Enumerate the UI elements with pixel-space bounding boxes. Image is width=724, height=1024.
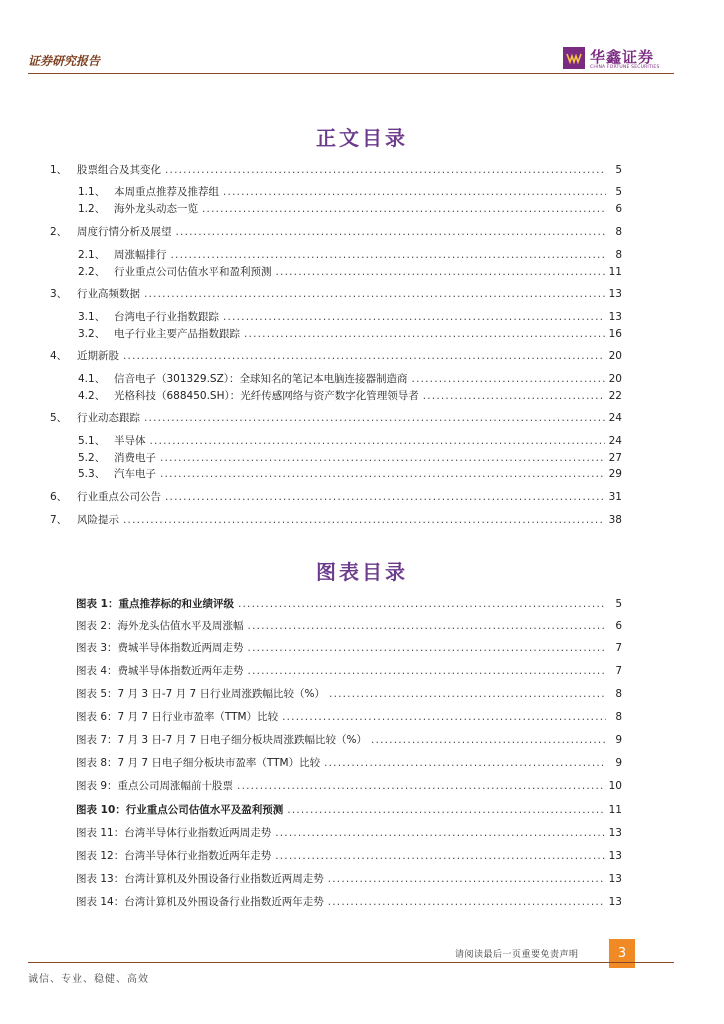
figure-item[interactable] [76, 894, 622, 909]
toc-item-num: 2.1、 [78, 249, 106, 261]
toc-leader [275, 850, 604, 862]
toc-item-num: 5.3、 [78, 468, 106, 480]
toc-item-text: 消费电子 [114, 452, 156, 464]
toc-item-page: 31 [608, 491, 622, 503]
figure-item[interactable] [76, 802, 622, 817]
figure-item-text: 图表 1：重点推荐标的和业绩评级 [76, 598, 234, 610]
toc-leader [237, 780, 605, 792]
toc-item-page: 20 [608, 373, 622, 385]
toc-leader [329, 688, 606, 700]
toc-leader [150, 435, 605, 447]
toc-item-text: 本周重点推荐及推荐组 [114, 186, 219, 198]
toc-item-num: 2、 [50, 226, 68, 238]
toc-leader [165, 491, 605, 503]
toc-item-page: 8 [615, 249, 622, 261]
toc-item[interactable] [78, 309, 622, 324]
toc-item[interactable] [50, 348, 622, 363]
toc-leader [160, 468, 605, 480]
toc-leader [223, 311, 605, 323]
figure-item[interactable] [76, 871, 622, 886]
toc-item-num: 7、 [50, 514, 68, 526]
toc-item-num: 3、 [50, 288, 68, 300]
figure-item[interactable] [76, 825, 622, 840]
toc-leader [328, 896, 605, 908]
figure-item-page: 7 [615, 642, 622, 654]
figure-item-text: 图表 11：台湾半导体行业指数近两周走势 [76, 827, 272, 839]
figure-item[interactable] [76, 709, 622, 724]
figure-item[interactable] [76, 778, 622, 793]
toc-item-text: 汽车电子 [114, 468, 156, 480]
toc-item[interactable] [78, 371, 622, 386]
disclaimer-notice: 请阅读最后一页重要免责声明 [455, 950, 579, 960]
toc-item-text: 光格科技（688450.SH）：光纤传感网络与资产数字化管理领导者 [114, 390, 419, 402]
toc-item-page: 11 [608, 266, 622, 278]
toc-leader [248, 620, 606, 632]
toc-item-page: 29 [608, 468, 622, 480]
figure-item-text: 图表 12：台湾半导体行业指数近两年走势 [76, 850, 272, 862]
toc-item-text: 股票组合及其变化 [77, 164, 161, 176]
toc-item-num: 1.1、 [78, 186, 106, 198]
toc-item-num: 1.2、 [78, 203, 106, 215]
logo-chinese-name: 华鑫证券 [590, 48, 655, 66]
figure-item-text: 图表 6：7 月 7 日行业市盈率（TTM）比较 [76, 711, 279, 723]
toc-leader [275, 827, 604, 839]
toc-item-num: 5、 [50, 412, 68, 424]
figure-list-title: 图表目录 [316, 560, 408, 584]
figure-item-page: 8 [615, 711, 622, 723]
figure-item[interactable] [76, 686, 622, 701]
toc-leader [123, 350, 605, 362]
toc-item-text: 行业重点公司估值水平和盈利预测 [114, 266, 272, 278]
page-number: 3 [609, 939, 635, 968]
figure-item-text: 图表 2：海外龙头估值水平及周涨幅 [76, 620, 244, 632]
toc-item-page: 24 [608, 412, 622, 424]
toc-item[interactable] [78, 326, 622, 341]
toc-item-page: 20 [608, 350, 622, 362]
figure-item-text: 图表 10：行业重点公司估值水平及盈利预测 [76, 804, 284, 816]
toc-item[interactable] [50, 410, 622, 425]
toc-item-num: 6、 [50, 491, 68, 503]
toc-leader [165, 164, 606, 176]
figure-item[interactable] [76, 618, 622, 633]
toc-item-num: 5.1、 [78, 435, 106, 447]
toc-item-text: 电子行业主要产品指数跟踪 [114, 328, 240, 340]
toc-leader [248, 642, 606, 654]
figure-item-page: 10 [608, 780, 622, 792]
toc-item[interactable] [78, 184, 622, 199]
toc-item-num: 4、 [50, 350, 68, 362]
hx-logo-icon [563, 47, 585, 69]
toc-leader [160, 452, 605, 464]
toc-leader [328, 873, 605, 885]
toc-leader [223, 186, 606, 198]
figure-item[interactable] [76, 640, 622, 655]
figure-item-text: 图表 14：台湾计算机及外围设备行业指数近两年走势 [76, 896, 324, 908]
figure-item-page: 7 [615, 665, 622, 677]
toc-item-page: 27 [608, 452, 622, 464]
toc-item-text: 周度行情分析及展望 [77, 226, 172, 238]
figure-item-page: 9 [615, 734, 622, 746]
toc-leader [202, 203, 606, 215]
figure-item[interactable] [76, 663, 622, 678]
toc-item[interactable] [78, 264, 622, 279]
toc-leader [287, 804, 604, 816]
toc-item[interactable] [50, 286, 622, 301]
figure-item[interactable] [76, 596, 622, 611]
toc-item-text: 行业动态跟踪 [77, 412, 140, 424]
toc-item-num: 3.1、 [78, 311, 106, 323]
toc-item-page: 16 [608, 328, 622, 340]
figure-item-text: 图表 9：重点公司周涨幅前十股票 [76, 780, 234, 792]
toc-item-page: 6 [615, 203, 622, 215]
figure-item-page: 11 [608, 804, 622, 816]
toc-item-page: 13 [608, 311, 622, 323]
toc-leader [412, 373, 605, 385]
toc-item-num: 4.2、 [78, 390, 106, 402]
figure-item-page: 13 [608, 873, 622, 885]
figure-item-text: 图表 8：7 月 7 日电子细分板块市盈率（TTM）比较 [76, 757, 321, 769]
toc-item-text: 风险提示 [77, 514, 119, 526]
figure-item-text: 图表 7：7 月 3 日-7 月 7 日电子细分板块周涨跌幅比较（%） [76, 734, 368, 746]
toc-item[interactable] [78, 450, 622, 465]
toc-item[interactable] [78, 201, 622, 216]
toc-leader [144, 288, 605, 300]
toc-leader [171, 249, 607, 261]
toc-item-text: 行业重点公司公告 [77, 491, 161, 503]
footer-divider [28, 962, 674, 963]
toc-leader [244, 328, 605, 340]
toc-item[interactable] [78, 247, 622, 262]
figure-item-text: 图表 3：费城半导体指数近两周走势 [76, 642, 244, 654]
toc-leader [423, 390, 605, 402]
toc-item-num: 1、 [50, 164, 68, 176]
toc-item-num: 2.2、 [78, 266, 106, 278]
company-logo [563, 45, 673, 75]
toc-item-num: 3.2、 [78, 328, 106, 340]
figure-item-text: 图表 13：台湾计算机及外围设备行业指数近两周走势 [76, 873, 324, 885]
figure-item[interactable] [76, 755, 622, 770]
figure-item[interactable] [76, 848, 622, 863]
toc-item-text: 半导体 [114, 435, 146, 447]
toc-leader [248, 665, 606, 677]
figure-item-page: 8 [615, 688, 622, 700]
toc-item-page: 38 [608, 514, 622, 526]
toc-leader [144, 412, 605, 424]
toc-item-page: 5 [615, 164, 622, 176]
logo-english-name: CHINA FORTUNE SECURITIES [590, 65, 660, 70]
toc-item-num: 5.2、 [78, 452, 106, 464]
figure-item-text: 图表 5：7 月 3 日-7 月 7 日行业周涨跌幅比较（%） [76, 688, 326, 700]
toc-item-text: 信音电子（301329.SZ）：全球知名的笔记本电脑连接器制造商 [114, 373, 408, 385]
figure-item-text: 图表 4：费城半导体指数近两年走势 [76, 665, 244, 677]
figure-item-page: 13 [608, 827, 622, 839]
toc-item[interactable] [78, 388, 622, 403]
report-type-label: 证券研究报告 [28, 54, 101, 68]
toc-item-page: 8 [615, 226, 622, 238]
toc-item[interactable] [50, 489, 622, 504]
footer-slogan: 诚信、专业、稳健、高效 [28, 974, 149, 985]
toc-leader [123, 514, 605, 526]
toc-item-page: 13 [608, 288, 622, 300]
figure-item-page: 6 [615, 620, 622, 632]
toc-leader [276, 266, 605, 278]
toc-leader [282, 711, 606, 723]
toc-title: 正文目录 [316, 126, 408, 150]
toc-leader [324, 757, 606, 769]
toc-item-num: 4.1、 [78, 373, 106, 385]
toc-item-page: 22 [608, 390, 622, 402]
toc-leader [238, 598, 606, 610]
toc-item-text: 海外龙头动态一览 [114, 203, 198, 215]
toc-item-text: 周涨幅排行 [114, 249, 167, 261]
figure-item-page: 13 [608, 896, 622, 908]
toc-item-page: 5 [615, 186, 622, 198]
figure-item-page: 5 [615, 598, 622, 610]
toc-item[interactable] [50, 162, 622, 177]
figure-item[interactable] [76, 732, 622, 747]
toc-item-text: 台湾电子行业指数跟踪 [114, 311, 219, 323]
figure-item-page: 9 [615, 757, 622, 769]
toc-item-page: 24 [608, 435, 622, 447]
toc-item[interactable] [50, 224, 622, 239]
toc-item[interactable] [50, 512, 622, 527]
toc-leader [176, 226, 607, 238]
figure-item-page: 13 [608, 850, 622, 862]
toc-item[interactable] [78, 466, 622, 481]
toc-item-text: 近期新股 [77, 350, 119, 362]
toc-item[interactable] [78, 433, 622, 448]
toc-leader [371, 734, 606, 746]
header-divider [28, 73, 674, 74]
toc-item-text: 行业高频数据 [77, 288, 140, 300]
